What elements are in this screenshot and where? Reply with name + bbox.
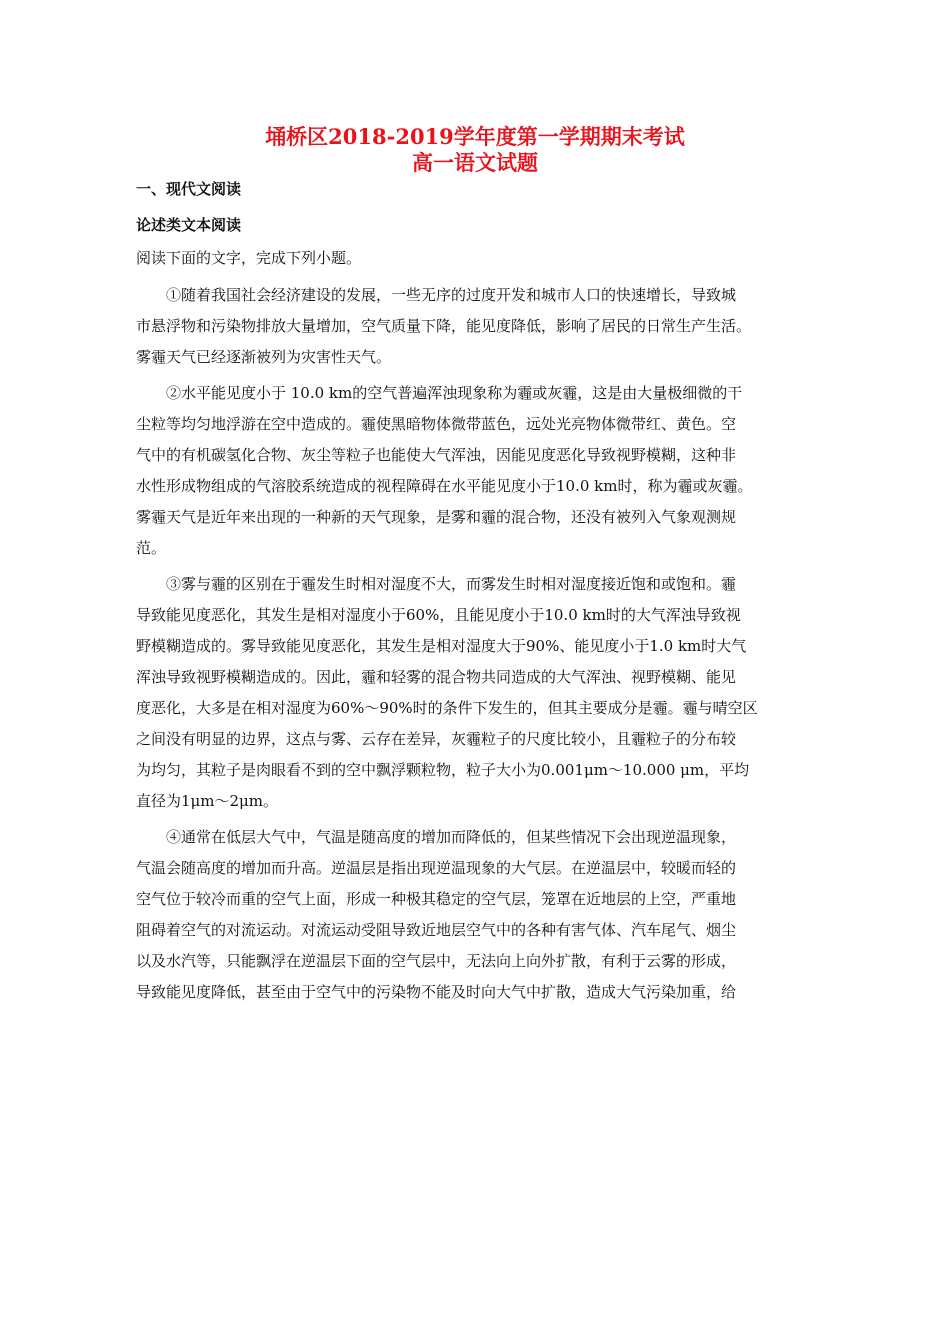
paragraph-line: 导致能见度恶化，其发生是相对湿度小于60%，且能见度小于10.0 km时的大气浑浊导致视 [136,606,741,624]
paragraph-line: 水性形成物组成的气溶胶系统造成的视程障碍在水平能见度小于10.0 km时，称为霾或灰霾。 [136,477,753,495]
paragraph-line: 阻碍着空气的对流运动。对流运动受阻导致近地层空气中的各种有害气体、汽车尾气、烟尘 [136,921,737,939]
paragraph-line: ③雾与霾的区别在于霾发生时相对湿度不大，而雾发生时相对湿度接近饱和或饱和。霾 [166,575,737,593]
paragraph-line: 范。 [136,539,167,557]
paragraph-line: 导致能见度降低，甚至由于空气中的污染物不能及时向大气中扩散，造成大气污染加重，给 [136,983,737,1001]
paragraph-line: 以及水汽等，只能飘浮在逆温层下面的空气层中，无法向上向外扩散，有利于云雾的形成， [136,952,737,970]
paragraph-line: 气中的有机碳氢化合物、灰尘等粒子也能使大气浑浊，因能见度恶化导致视野模糊，这种非 [136,446,737,464]
paragraph-line: 度恶化，大多是在相对湿度为60%～90%时的条件下发生的，但其主要成分是霾。霾与晴空区 [136,699,758,717]
paragraph-line: 尘粒等均匀地浮游在空中造成的。霾使黑暗物体微带蓝色，远处光亮物体微带红、黄色。空 [136,415,737,433]
paragraph-line: 空气位于较冷而重的空气上面，形成一种极其稳定的空气层，笼罩在近地层的上空，严重地 [136,890,737,908]
paragraph-line: 野模糊造成的。雾导致能见度恶化，其发生是相对湿度大于90%、能见度小于1.0 km时大气 [136,637,747,655]
paragraph-line: 雾霾天气是近年来出现的一种新的天气现象，是雾和霾的混合物，还没有被列入气象观测规 [136,508,737,526]
paragraph-line: ④通常在低层大气中，气温是随高度的增加而降低的，但某些情况下会出现逆温现象， [166,828,737,846]
paragraph-line: 雾霾天气已经逐渐被列为灾害性天气。 [136,348,392,366]
paragraph-line: 之间没有明显的边界，这点与雾、云存在差异，灰霾粒子的尺度比较小，且霾粒子的分布较 [136,730,737,748]
section-heading: 一、现代文阅读 [136,180,242,198]
paragraph-2 [136,378,814,564]
instruction-text: 阅读下面的文字，完成下列小题。 [136,249,362,267]
paragraph-1 [136,280,814,373]
paragraph-line: 气温会随高度的增加而升高。逆温层是指出现逆温现象的大气层。在逆温层中，较暖而轻的 [136,859,737,877]
paragraph-line: 为均匀，其粒子是肉眼看不到的空中飘浮颗粒物，粒子大小为0.001μm～10.000 μm，平均 [136,761,750,779]
paragraph-line: ①随着我国社会经济建设的发展，一些无序的过度开发和城市人口的快速增长，导致城 [166,286,737,304]
exam-title: 埇桥区2018-2019学年度第一学期期末考试 [265,124,685,149]
paragraph-line: 浑浊导致视野模糊造成的。因此，霾和轻雾的混合物共同造成的大气浑浊、视野模糊、能见 [136,668,737,686]
paragraph-line: 市悬浮物和污染物排放大量增加，空气质量下降，能见度降低，影响了居民的日常生产生活。 [136,317,752,335]
paragraph-line: ②水平能见度小于 10.0 km的空气普遍浑浊现象称为霾或灰霾，这是由大量极细微的干 [166,384,743,402]
paragraph-4 [136,822,814,1008]
exam-subtitle: 高一语文试题 [412,150,538,175]
subsection-heading: 论述类文本阅读 [136,216,242,234]
paragraph-line: 直径为1μm～2μm。 [136,792,279,810]
article-body [136,280,814,1008]
paragraph-3 [136,569,814,817]
